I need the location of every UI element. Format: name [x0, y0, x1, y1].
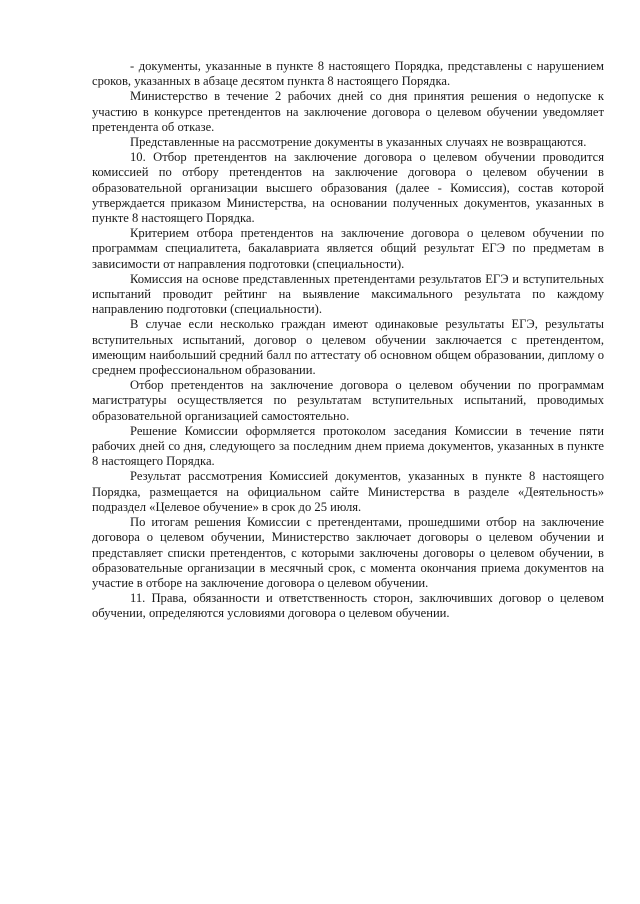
paragraph-results-publication: Результат рассмотрения Комиссией документов, указанных в пункте 8 настоящего Порядка, размещается на официальном сайте Министерства в разделе «Деятельность» подраздел «Целевое обучение» в срок до 25 июля. [92, 469, 604, 514]
paragraph-commission-protocol: Решение Комиссии оформляется протоколом заседания Комиссии в течение пяти рабочих дней со дня, следующего за последним днем приема документов, указанных в пункте 8 настоящего Порядка. [92, 423, 604, 469]
paragraph-magistracy-selection: Отбор претендентов на заключение договора о целевом обучении по программам магистратуры осуществляется по результатам вступительных испытаний, проводимых образовательной организацией самостоятельно. [92, 378, 604, 423]
paragraph-section-11-rights: 11. Права, обязанности и ответственность сторон, заключивших договор о целевом обучении, определяются условиями договора о целевом обучении. [92, 591, 604, 621]
paragraph-selection-criterion: Критерием отбора претендентов на заключение договора о целевом обучении по программам специалитета, бакалавриата является общий результат ЕГЭ по предметам в зависимости от направления подготовки (специальности). [92, 226, 604, 271]
document-page [92, 59, 604, 622]
paragraph-refusal-notice: Министерство в течение 2 рабочих дней со дня принятия решения о недопуске к участию в конкурсе претендентов на заключение договора о целевом обучении уведомляет претендента об отказе. [92, 89, 604, 134]
paragraph-section-10-commission: 10. Отбор претендентов на заключение договора о целевом обучении проводится комиссией по отбору претендентов на заключение договора о целевом обучении в образовательной организации высшего образования (далее - Комиссия), состав которой утверждается приказом Министерства, на основании полученных документов, указанных в пункте 8 настоящего Порядка. [92, 150, 604, 226]
paragraph-rating: Комиссия на основе представленных претендентами результатов ЕГЭ и вступительных испытаний проводит рейтинг на выявление максимального результата по каждому направлению подготовки (специальности). [92, 271, 604, 317]
paragraph-contract-conclusion: По итогам решения Комиссии с претендентами, прошедшими отбор на заключение договора о целевом обучении, Министерство заключает договоры о целевом обучении и представляет списки претендентов, с которыми заключены договоры о целевом обучении, в образовательные организации в месячный срок, с момента окончания приема документов на участие в отборе на заключение договора о целевом обучении. [92, 515, 604, 590]
paragraph-documents-not-returned: Представленные на рассмотрение документы в указанных случаях не возвращаются. [130, 135, 587, 150]
paragraph-late-documents: - документы, указанные в пункте 8 настоящего Порядка, представлены с нарушением сроков, указанных в абзаце десятом пункта 8 настоящего Порядка. [92, 59, 604, 89]
paragraph-equal-results: В случае если несколько граждан имеют одинаковые результаты ЕГЭ, результаты вступительных испытаний, договор о целевом обучении заключается с претендентом, имеющим наибольший средний балл по аттестату об основном общем образовании, диплому о среднем профессиональном образовании. [92, 317, 604, 378]
